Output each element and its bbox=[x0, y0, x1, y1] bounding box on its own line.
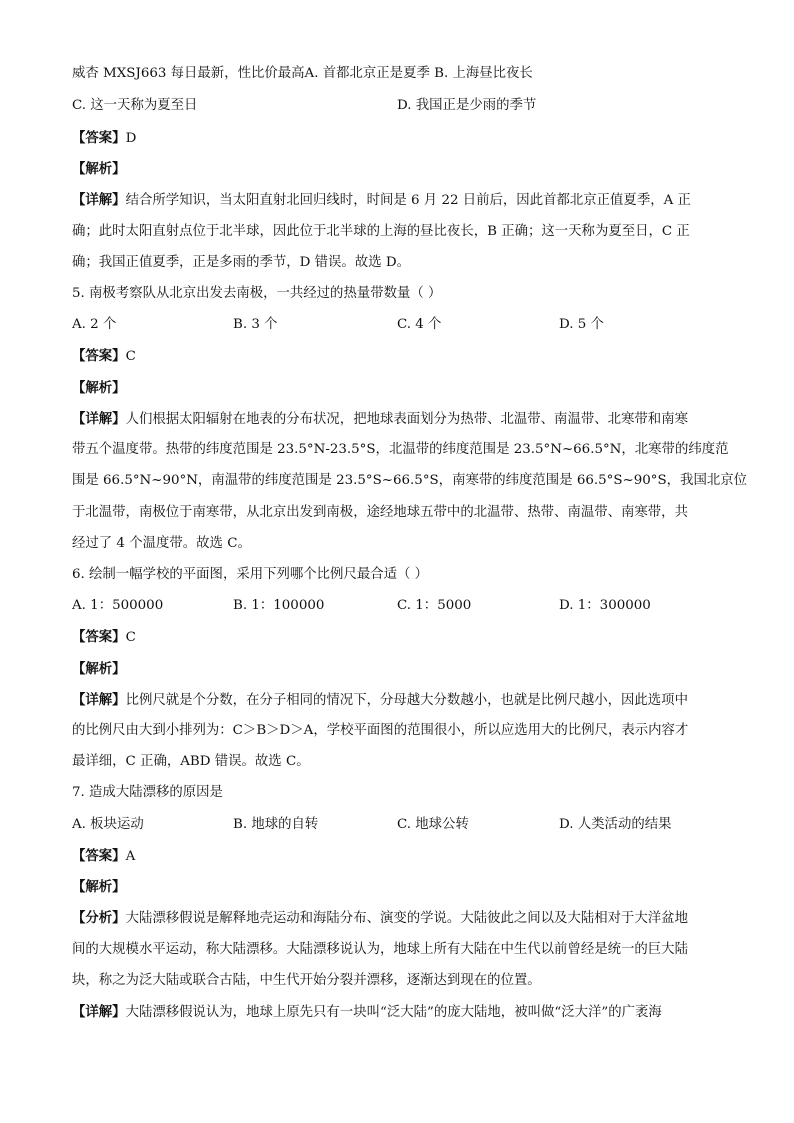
q6-analysis-label: 【解析】 bbox=[72, 661, 126, 677]
q7-option-a: A. 板块运动 bbox=[72, 817, 144, 832]
q4-answer bbox=[72, 128, 136, 148]
q4-options-line-1: 威杏 MXSJ663 每日最新，性比价最高A. 首都北京正是夏季 B. 上海昼比夜长 bbox=[72, 66, 533, 81]
q6-question: 6. 绘制一幅学校的平面图，采用下列哪个比例尺最合适（ ） bbox=[72, 567, 429, 582]
q6-options bbox=[72, 596, 732, 616]
answer-label: 【答案】 bbox=[72, 130, 126, 146]
q7-analysis-line-1 bbox=[72, 908, 688, 928]
q7-options bbox=[72, 815, 732, 835]
analysis-sub-label: 【分析】 bbox=[72, 910, 126, 926]
q4-option-d: D. 我国正是少雨的季节 bbox=[397, 98, 537, 113]
q5-question: 5. 南极考察队从北京出发去南极，一共经过的热量带数量（ ） bbox=[72, 286, 442, 301]
q5-options bbox=[72, 315, 732, 335]
q7-analysis-label: 【解析】 bbox=[72, 879, 126, 895]
q7-question: 7. 造成大陆漂移的原因是 bbox=[72, 785, 223, 800]
answer-value: D bbox=[125, 131, 137, 146]
answer-value: C bbox=[125, 349, 136, 364]
q6-option-b: B. 1：100000 bbox=[233, 598, 325, 613]
q6-option-a: A. 1：500000 bbox=[72, 598, 164, 613]
q7-analysis-line-2: 间的大规模水平运动，称大陆漂移。大陆漂移说认为，地球上所有大陆在中生代以前曾经是统一的巨大陆 bbox=[72, 942, 688, 957]
q5-analysis-label: 【解析】 bbox=[72, 380, 126, 396]
analysis-text: 大陆漂移假说是解释地壳运动和海陆分布、演变的学说。大陆彼此之间以及大陆相对于大洋盆地 bbox=[125, 911, 688, 926]
answer-label: 【答案】 bbox=[72, 629, 126, 645]
q4-analysis-label: 【解析】 bbox=[72, 161, 126, 177]
detail-label: 【详解】 bbox=[72, 192, 126, 208]
q7-detail-line-1 bbox=[72, 1002, 662, 1022]
q4-options-line-2 bbox=[72, 96, 732, 116]
q4-detail-line-1 bbox=[72, 190, 691, 210]
q6-option-d: D. 1：300000 bbox=[559, 598, 651, 613]
q5-detail-line-3: 围是 66.5°N~90°N，南温带的纬度范围是 23.5°S~66.5°S，南寒带的纬度范围是 66.5°S~90°S，我国北京位 bbox=[72, 473, 748, 488]
answer-label: 【答案】 bbox=[72, 348, 126, 364]
q7-option-d: D. 人类活动的结果 bbox=[559, 817, 672, 832]
answer-label: 【答案】 bbox=[72, 848, 126, 864]
q5-detail-line-4: 于北温带，南极位于南寒带，从北京出发到南极，途经地球五带中的北温带、热带、南温带、南寒带，共 bbox=[72, 505, 688, 520]
detail-label: 【详解】 bbox=[72, 692, 126, 708]
q7-option-c: C. 地球公转 bbox=[397, 817, 469, 832]
answer-value: C bbox=[125, 630, 136, 645]
q5-option-a: A. 2 个 bbox=[72, 317, 117, 332]
detail-text: 大陆漂移假说认为，地球上原先只有一块叫“泛大陆”的庞大陆地，被叫做“泛大洋”的广袤海 bbox=[125, 1005, 662, 1020]
q7-analysis-line-3: 块，称之为泛大陆或联合古陆，中生代开始分裂并漂移，逐渐达到现在的位置。 bbox=[72, 973, 541, 988]
detail-text: 人们根据太阳辐射在地表的分布状况，把地球表面划分为热带、北温带、南温带、北寒带和南寒 bbox=[125, 412, 688, 427]
detail-text: 比例尺就是个分数，在分子相同的情况下，分母越大分数越小，也就是比例尺越小，因此选项中 bbox=[125, 693, 688, 708]
q6-detail-line-1 bbox=[72, 690, 688, 710]
q6-detail-line-3: 最详细，C 正确，ABD 错误。故选 C。 bbox=[72, 754, 310, 769]
q5-answer bbox=[72, 346, 136, 366]
q5-option-b: B. 3 个 bbox=[233, 317, 278, 332]
q7-answer bbox=[72, 846, 135, 866]
q5-detail-line-1 bbox=[72, 409, 688, 429]
answer-value: A bbox=[125, 849, 136, 864]
q5-detail-line-2: 带五个温度带。热带的纬度范围是 23.5°N-23.5°S，北温带的纬度范围是 23.5°N~66.5°N，北寒带的纬度范 bbox=[72, 442, 729, 457]
q6-detail-line-2: 的比例尺由大到小排列为：C＞B＞D＞A，学校平面图的范围很小，所以应选用大的比例尺，表示内容才 bbox=[72, 723, 689, 738]
detail-label: 【详解】 bbox=[72, 1004, 126, 1020]
detail-label: 【详解】 bbox=[72, 411, 126, 427]
q4-option-c: C. 这一天称为夏至日 bbox=[72, 98, 198, 113]
q7-option-b: B. 地球的自转 bbox=[233, 817, 319, 832]
q5-option-d: D. 5 个 bbox=[559, 317, 604, 332]
q6-answer bbox=[72, 627, 136, 647]
q4-detail-line-2: 确；此时太阳直射点位于北半球，因此位于北半球的上海的昼比夜长，B 正确；这一天称为夏至日，C 正 bbox=[72, 224, 690, 239]
detail-text: 结合所学知识，当太阳直射北回归线时，时间是 6 月 22 日前后，因此首都北京正值夏季，A 正 bbox=[125, 193, 691, 208]
q4-detail-line-3: 确；我国正值夏季，正是多雨的季节，D 错误。故选 D。 bbox=[72, 255, 410, 270]
q5-option-c: C. 4 个 bbox=[397, 317, 442, 332]
q5-detail-line-5: 经过了 4 个温度带。故选 C。 bbox=[72, 536, 251, 551]
q6-option-c: C. 1：5000 bbox=[397, 598, 472, 613]
